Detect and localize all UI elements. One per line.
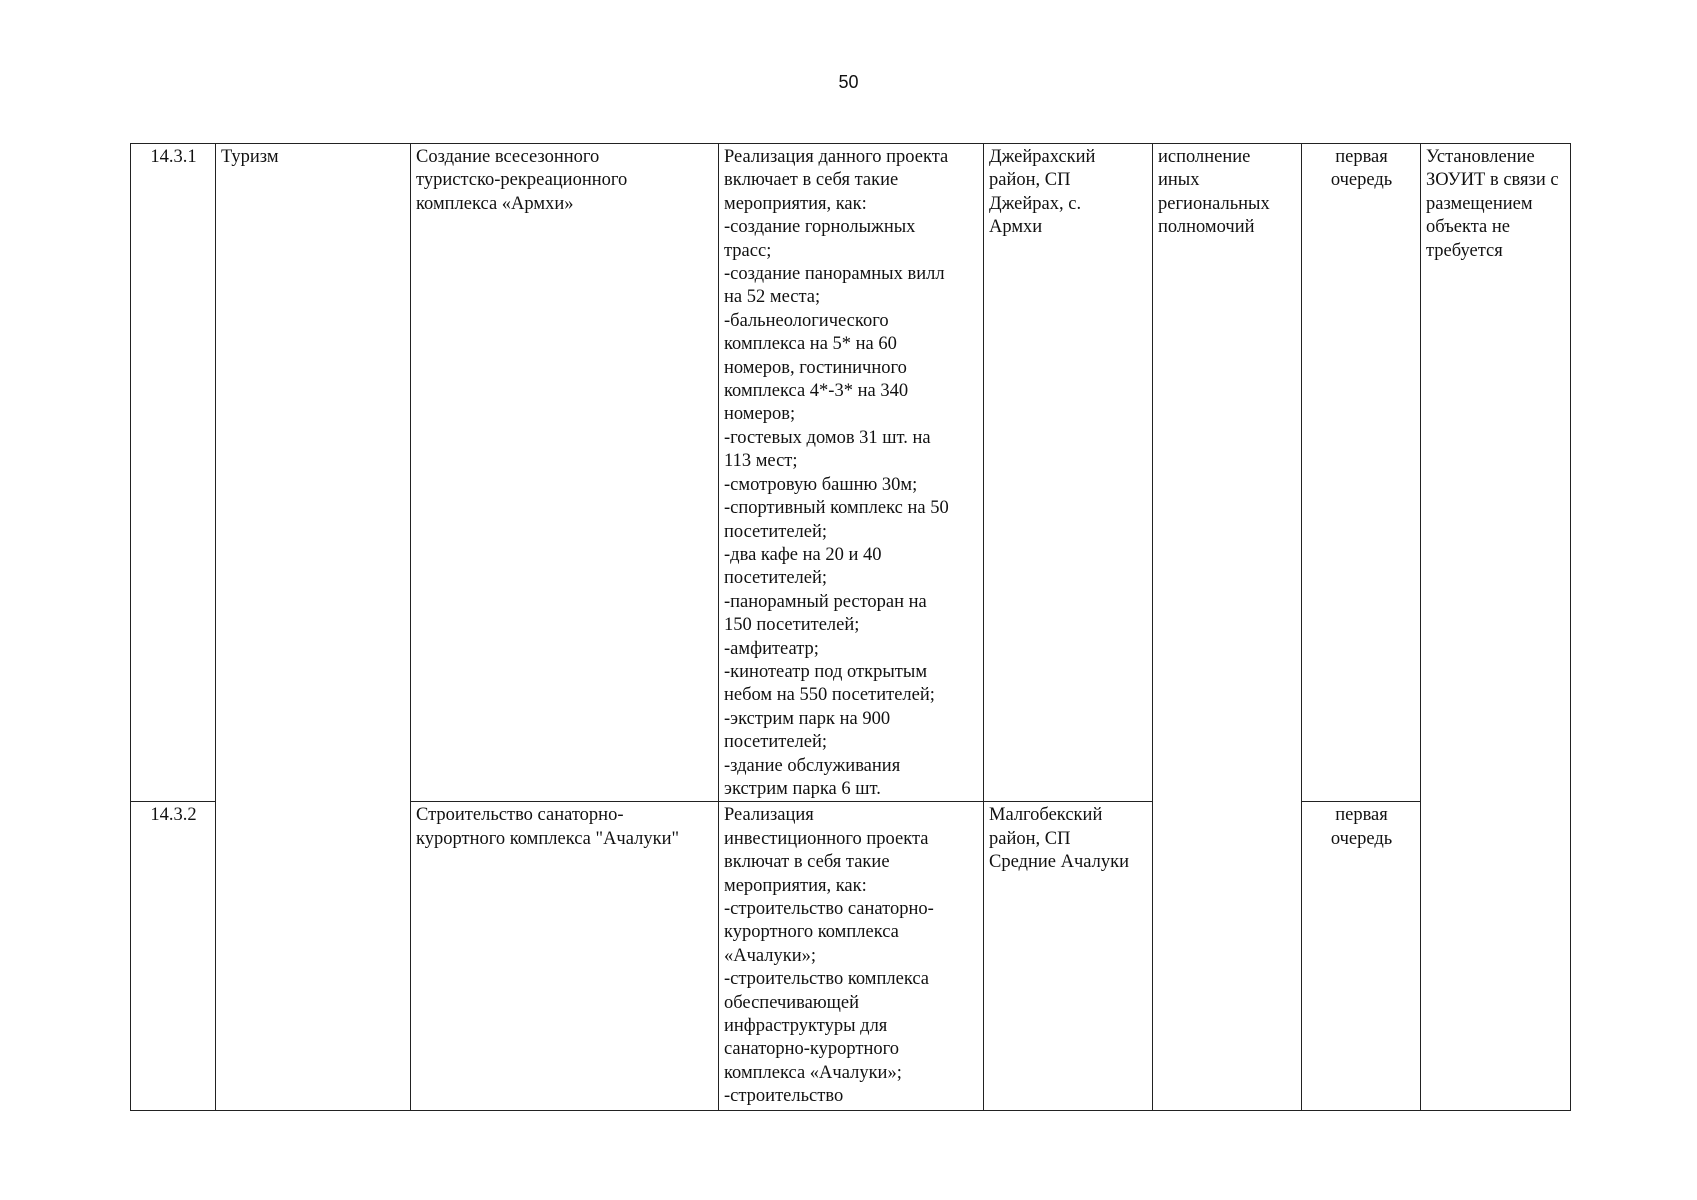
object-name-cell: Создание всесезонного туристско-рекреационного комплекса «Армхи» bbox=[411, 144, 719, 802]
section-name: Туризм bbox=[221, 147, 279, 167]
page-number: 50 bbox=[838, 72, 859, 92]
description-cell: Реализация инвестиционного проекта включат в себя такие мероприятия, как: -строительство санаторно- курортного комплекса «Ачалуки»; -строительство комплекса обеспечивающей инфраструктуры для санаторно-курортного комплекса «Ачалуки»; -строительство bbox=[719, 802, 984, 1111]
location-cell: Малгобекский район, СП Средние Ачалуки bbox=[984, 802, 1153, 1111]
section-cell bbox=[216, 144, 411, 1111]
object-name-cell: Строительство санаторно- курортного комплекса "Ачалуки" bbox=[411, 802, 719, 1111]
location-cell: Джейрахский район, СП Джейрах, с. Армхи bbox=[984, 144, 1153, 802]
queue-cell: первая очередь bbox=[1302, 144, 1421, 802]
description-cell: Реализация данного проекта включает в себя такие мероприятия, как: -создание горнолыжных трасс; -создание панорамных вилл на 52 места; -бальнеологического комплекса на 5* на 60 номеров, гостиничного комплекса 4*-3* на 340 номеров; -гостевых домов 31 шт. на 113 мест; -смотровую башню 30м; -спортивный комплекс на 50 посетителей; -два кафе на 20 и 40 посетителей; -панорамный ресторан на 150 посетителей; -амфитеатр; -кинотеатр под открытым небом на 550 посетителей; -экстрим парк на 900 посетителей; -здание обслуживания экстрим парка 6 шт. bbox=[719, 144, 984, 802]
row-number: 14.3.1 bbox=[131, 144, 216, 802]
purpose-cell: исполнение иных региональных полномочий bbox=[1153, 144, 1302, 1111]
queue-cell: первая очередь bbox=[1302, 802, 1421, 1111]
objects-table bbox=[130, 143, 1571, 1111]
table-row bbox=[131, 144, 1571, 802]
zone-note-cell: Установление ЗОУИТ в связи с размещением объекта не требуется bbox=[1421, 144, 1571, 1111]
row-number: 14.3.2 bbox=[131, 802, 216, 1111]
